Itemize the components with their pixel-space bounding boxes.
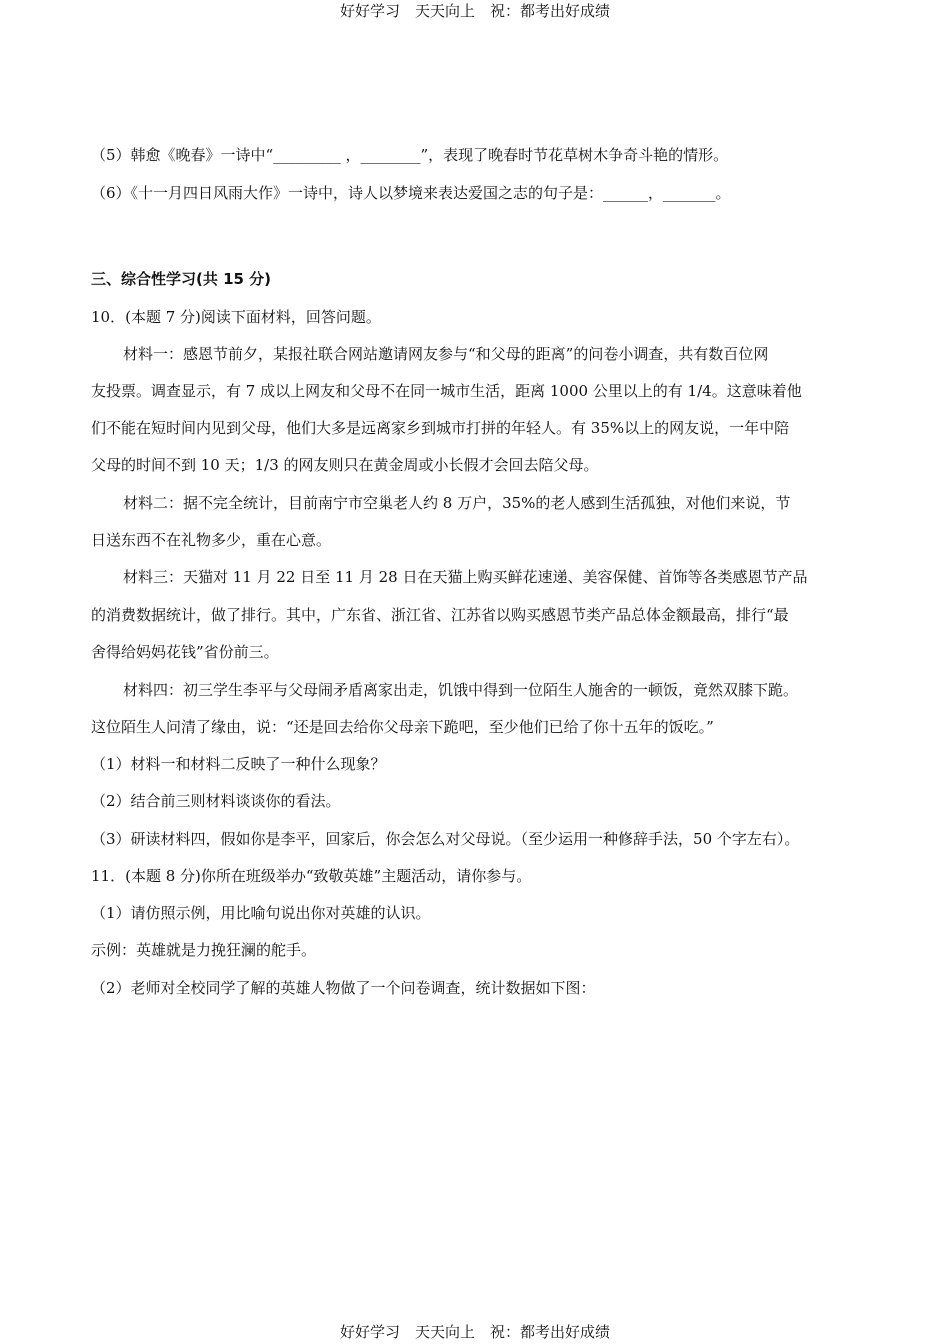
- question-10-1: （1）材料一和材料二反映了一种什么现象？: [91, 755, 386, 773]
- material-2-line-1: 材料二：据不完全统计，目前南宁市空巢老人约 8 万户，35%的老人感到生活孤独，对他们来说，节: [123, 494, 791, 512]
- page-header: 好好学习 天天向上 祝：都考出好成绩: [339, 2, 610, 20]
- material-2-line-2: 日送东西不在礼物多少，重在心意。: [91, 531, 332, 549]
- material-3-line-2: 的消费数据统计，做了排行。其中，广东省、浙江省、江苏省以购买感恩节类产品总体金额最高，排行“最: [91, 606, 789, 624]
- material-3-line-3: 舍得给妈妈花钱”省份前三。: [91, 643, 279, 661]
- material-1-line-2: 友投票。调查显示，有 7 成以上网友和父母不在同一城市生活，距离 1000 公里以上的有 1/4。这意味着他: [91, 382, 802, 400]
- question-11-1: （1）请仿照示例，用比喻句说出你对英雄的认识。: [91, 904, 431, 922]
- material-1-line-1: 材料一：感恩节前夕，某报社联合网站邀请网友参与“和父母的距离”的问卷小调查，共有数百位网: [123, 345, 769, 363]
- material-4-line-1: 材料四：初三学生李平与父母闹矛盾离家出走，饥饿中得到一位陌生人施舍的一顿饭，竟然双膝下跪。: [123, 681, 799, 699]
- material-3-line-1: 材料三：天猫对 11 月 22 日至 11 月 28 日在天猫上购买鲜花速递、美容保健、首饰等各类感恩节产品: [123, 568, 808, 586]
- question-10-2: （2）结合前三则材料谈谈你的看法。: [91, 792, 341, 810]
- question-10-title: 10．(本题 7 分)阅读下面材料，回答问题。: [91, 308, 381, 326]
- question-9-5: （5）韩愈《晚春》一诗中“_________ ，________”，表现了晚春时节花草树木争奇斗艳的情形。: [91, 146, 729, 164]
- question-10-3: （3）研读材料四，假如你是李平，回家后，你会怎么对父母说。（至少运用一种修辞手法，50 个字左右）。: [91, 830, 800, 848]
- material-1-line-3: 们不能在短时间内见到父母，他们大多是远离家乡到城市打拼的年轻人。有 35%以上的网友说，一年中陪: [91, 419, 790, 437]
- page-footer: 好好学习 天天向上 祝：都考出好成绩: [339, 1323, 610, 1341]
- question-11-2: （2）老师对全校同学了解的英雄人物做了一个问卷调查，统计数据如下图：: [91, 979, 596, 997]
- material-1-line-4: 父母的时间不到 10 天；1/3 的网友则只在黄金周或小长假才会回去陪父母。: [91, 456, 599, 474]
- section-title: 三、综合性学习(共 15 分): [91, 270, 272, 288]
- example-line: 示例：英雄就是力挽狂澜的舵手。: [91, 941, 317, 959]
- question-9-6: （6）《十一月四日风雨大作》一诗中，诗人以梦境来表达爱国之志的句子是：______，_______。: [91, 184, 731, 202]
- material-4-line-2: 这位陌生人问清了缘由，说：“还是回去给你父母亲下跪吧，至少他们已给了你十五年的饭吃。”: [91, 718, 714, 736]
- question-11-title: 11．(本题 8 分)你所在班级举办“致敬英雄”主题活动，请你参与。: [91, 867, 532, 885]
